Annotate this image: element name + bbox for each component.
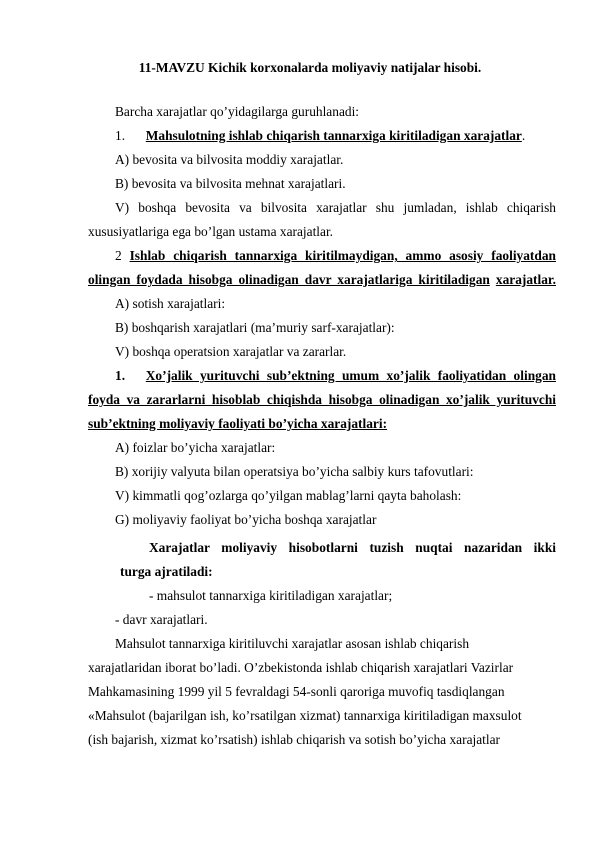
section-3-number: 1.: [115, 368, 126, 383]
section-1-number: 1.: [115, 128, 126, 143]
section-1-item-b: B) bevosita va bilvosita mehnat xarajatlari.: [115, 176, 346, 191]
section-3-title-line2: foyda va zararlarni hisoblab chiqishda hisobga olinadigan xo’jalik yurituvchi: [88, 392, 556, 407]
split-item-2: - davr xarajatlari.: [115, 612, 208, 627]
section-2-title-line2: olingan foydada hisobga olinadigan davr xarajatlariga kiritiladigan: [88, 272, 490, 287]
para-line-2: xarajatlaridan iborat bo’ladi. O’zbekistonda ishlab chiqarish xarajatlari Vazirlar: [88, 660, 514, 675]
split-heading-line2: turga ajratiladi:: [120, 564, 213, 579]
section-3-heading-line1: [115, 368, 556, 384]
para-line-4: «Mahsulot (bajarilgan ish, ko’rsatilgan xizmat) tannarxiga kiritiladigan maxsulot: [88, 708, 522, 723]
section-2-item-b: B) boshqarish xarajatlari (ma’muriy sarf-xarajatlar):: [115, 320, 395, 335]
para-line-1: Mahsulot tannarxiga kiritiluvchi xarajatlar asosan ishlab chiqarish: [115, 636, 470, 651]
split-heading-line1: Xarajatlar moliyaviy hisobotlarni tuzish nuqtai nazaridan ikki: [149, 540, 556, 555]
para-line-3: Mahkamasining 1999 yil 5 fevraldagi 54-sonli qaroriga muvofiq tasdiqlangan: [88, 684, 505, 699]
split-item-1: - mahsulot tannarxiga kiritiladigan xarajatlar;: [149, 588, 393, 603]
section-1-item-a: A) bevosita va bilvosita moddiy xarajatlar.: [115, 152, 344, 167]
section-2-number: 2: [115, 248, 122, 263]
section-1-heading: [115, 128, 525, 144]
section-3-heading-line2: [88, 392, 556, 408]
section-2-heading-line1: [115, 248, 556, 264]
section-3-item-a: A) foizlar bo’yicha xarajatlar:: [115, 440, 276, 455]
para-line-5: (ish bajarish, xizmat ko’rsatish) ishlab chiqarish va sotish bo’yicha xarajatlar: [88, 732, 501, 747]
split-heading-line1-wrap: [149, 540, 556, 556]
page-title: 11-MAVZU Kichik korxonalarda moliyaviy natijalar hisobi.: [138, 60, 482, 75]
section-1-title: Mahsulotning ishlab chiqarish tannarxiga kiritiladigan xarajatlar: [145, 128, 522, 143]
section-1-item-v-line2: xususiyatlariga ega bo’lgan ustama xarajatlar.: [88, 224, 334, 239]
section-3-title-line1: Xo’jalik yurituvchi sub’ektning umum xo’jalik faoliyatidan olingan: [145, 368, 556, 383]
section-3-item-g: G) moliyaviy faoliyat bo’yicha boshqa xarajatlar: [115, 512, 377, 527]
section-2-item-a: A) sotish xarajatlari:: [115, 296, 226, 311]
section-2-title-line2-end: xarajatlar.: [495, 272, 556, 287]
section-2-heading-line2: [88, 272, 556, 288]
section-1-item-v-line1-wrap: [115, 200, 556, 216]
intro-text: Barcha xarajatlar qo’yidagilarga guruhlanadi:: [115, 104, 360, 119]
section-1-item-v-line1: V) boshqa bevosita va bilvosita xarajatlar shu jumladan, ishlab chiqarish: [115, 200, 556, 215]
section-2-title-line1: Ishlab chiqarish tannarxiga kiritilmaydigan, ammo asosiy faoliyatdan: [129, 248, 556, 263]
section-2-item-v: V) boshqa operatsion xarajatlar va zararlar.: [115, 344, 347, 359]
section-3-item-b: B) xorijiy valyuta bilan operatsiya bo’yicha salbiy kurs tafovutlari:: [115, 464, 474, 479]
section-3-item-v: V) kimmatli qog’ozlarga qo’yilgan mablag’larni qayta baholash:: [115, 488, 462, 503]
section-1-title-tail: .: [521, 128, 526, 143]
section-3-title-line3: sub’ektning moliyaviy faoliyati bo’yicha xarajatlari:: [88, 416, 388, 431]
